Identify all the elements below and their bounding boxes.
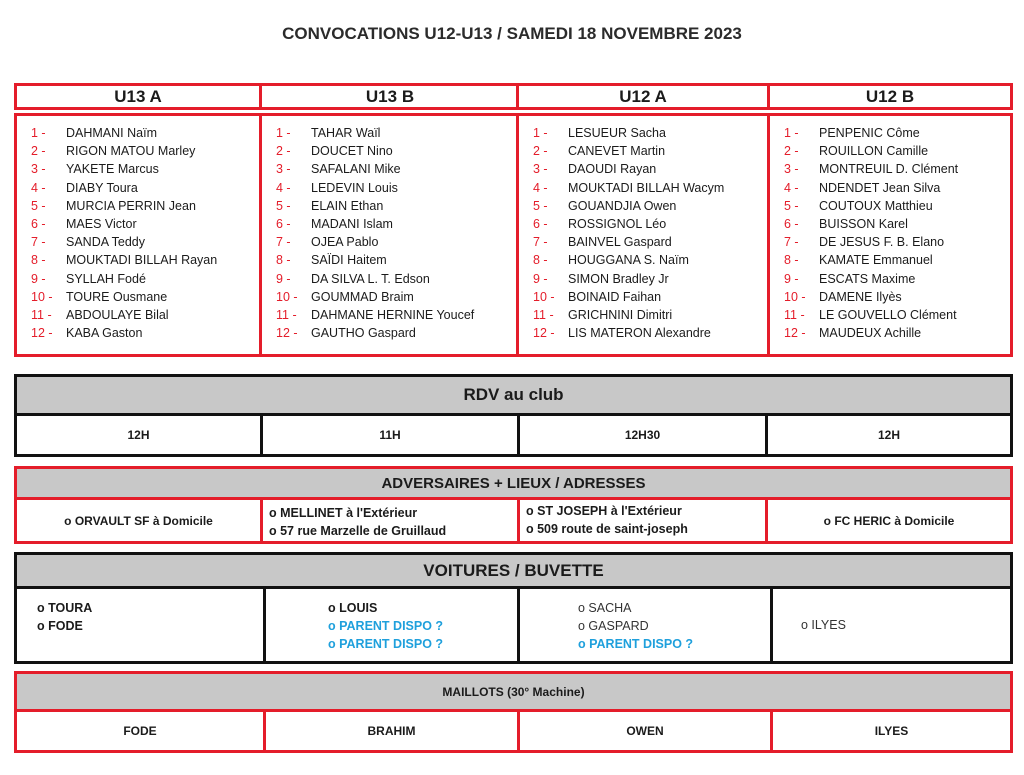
player-row [276, 160, 518, 178]
player-name: DA SILVA L. T. Edson [311, 271, 430, 286]
player-number: 2 - [31, 144, 46, 159]
player-number: 2 - [276, 144, 291, 159]
voiture-entry: o FODE [37, 619, 83, 633]
player-name: SAFALANI Mike [311, 162, 401, 177]
adversaire-line: o ST JOSEPH à l'Extérieur [526, 504, 682, 518]
player-name: ELAIN Ethan [311, 198, 384, 213]
player-row [533, 160, 767, 178]
player-list-u13b [259, 113, 521, 357]
player-number: 5 - [276, 198, 291, 213]
player-name: HOUGGANA S. Naïm [568, 253, 689, 268]
player-name: DAHMANE HERNINE Youcef [311, 308, 475, 323]
player-number: 3 - [31, 162, 46, 177]
adversaire-u12a [517, 497, 768, 544]
player-row [31, 233, 259, 251]
player-row [276, 251, 518, 269]
player-number: 3 - [784, 162, 799, 177]
page-title: CONVOCATIONS U12-U13 / SAMEDI 18 NOVEMBRE 2023 [282, 24, 742, 43]
player-name: ROSSIGNOL Léo [568, 217, 667, 232]
player-number: 12 - [533, 326, 555, 341]
player-name: GRICHNINI Dimitri [568, 308, 673, 323]
player-row [276, 142, 518, 160]
player-row [276, 233, 518, 251]
player-name: MONTREUIL D. Clément [819, 162, 959, 177]
player-name: MOUKTADI BILLAH Wacym [568, 180, 725, 195]
player-number: 4 - [31, 180, 46, 195]
maillots-u12a: OWEN [517, 709, 773, 753]
rdv-time-u13b: 11H [260, 413, 520, 457]
player-name: MURCIA PERRIN Jean [66, 198, 196, 213]
player-row [784, 124, 1010, 142]
player-row [533, 324, 767, 342]
player-number: 8 - [784, 253, 799, 268]
player-number: 10 - [533, 289, 555, 304]
voiture-entry: o GASPARD [578, 619, 649, 633]
player-number: 3 - [533, 162, 548, 177]
player-row [533, 142, 767, 160]
player-row [31, 306, 259, 324]
player-number: 9 - [784, 271, 799, 286]
player-name: NDENDET Jean Silva [819, 180, 941, 195]
player-row [533, 251, 767, 269]
player-name: DIABY Toura [66, 180, 138, 195]
player-number: 1 - [31, 126, 46, 140]
voitures-u12b [770, 586, 1013, 664]
player-number: 2 - [784, 144, 799, 159]
voiture-entry-parent: o PARENT DISPO ? [328, 619, 444, 633]
player-number: 10 - [784, 289, 806, 304]
player-row [784, 160, 1010, 178]
player-row [533, 270, 767, 288]
team-header-u12a: U12 A [516, 83, 770, 110]
adversaire-address: o 57 rue Marzelle de Gruillaud [269, 524, 447, 538]
player-row [31, 288, 259, 306]
player-name: ESCATS Maxime [819, 271, 916, 286]
team-header-u12b: U12 B [767, 83, 1013, 110]
voiture-entry: o ILYES [801, 618, 846, 632]
player-number: 7 - [533, 235, 548, 250]
player-name: SANDA Teddy [66, 235, 145, 250]
maillots-u13b: BRAHIM [263, 709, 520, 753]
rdv-title: RDV au club [14, 374, 1013, 416]
player-row [784, 142, 1010, 160]
player-list-u12a [516, 113, 770, 357]
player-number: 11 - [784, 308, 805, 323]
player-row [31, 160, 259, 178]
player-row [784, 251, 1010, 269]
player-number: 11 - [31, 308, 52, 323]
player-name: DOUCET Nino [311, 144, 393, 159]
player-row [533, 233, 767, 251]
adversaire-line: o MELLINET à l'Extérieur [269, 506, 418, 520]
player-number: 8 - [533, 253, 548, 268]
voiture-entry: o SACHA [578, 601, 632, 615]
player-row [533, 124, 767, 142]
team-header-u13b: U13 B [259, 83, 521, 110]
player-name: BAINVEL Gaspard [568, 235, 672, 250]
player-name: ABDOULAYE Bilal [66, 308, 169, 323]
player-name: SAÏDI Haitem [311, 253, 387, 268]
player-row [276, 288, 518, 306]
player-list-u12b [767, 113, 1013, 357]
player-row [31, 270, 259, 288]
team-header-u13a: U13 A [14, 83, 262, 110]
player-number: 6 - [533, 217, 548, 232]
player-name: LIS MATERON Alexandre [568, 326, 711, 341]
maillots-u13a: FODE [14, 709, 266, 753]
player-number: 8 - [276, 253, 291, 268]
player-row [276, 324, 518, 342]
player-name: MOUKTADI BILLAH Rayan [66, 253, 218, 268]
player-name: DAOUDI Rayan [568, 162, 657, 177]
player-number: 7 - [784, 235, 799, 250]
player-row [31, 179, 259, 197]
player-name: MAES Victor [66, 217, 137, 232]
player-name: GAUTHO Gaspard [311, 326, 416, 341]
player-number: 10 - [276, 289, 298, 304]
adversaire-u12b: o FC HERIC à Domicile [765, 497, 1013, 544]
player-name: KAMATE Emmanuel [819, 253, 933, 268]
player-name: BOINAID Faihan [568, 289, 662, 304]
player-row [276, 215, 518, 233]
player-name: BUISSON Karel [819, 217, 908, 232]
adversaires-title: ADVERSAIRES + LIEUX / ADRESSES [14, 466, 1013, 500]
player-row [31, 324, 259, 342]
player-number: 6 - [31, 217, 46, 232]
player-number: 1 - [784, 126, 799, 140]
player-number: 4 - [276, 180, 291, 195]
player-row [31, 142, 259, 160]
player-name: KABA Gaston [66, 326, 143, 341]
player-name: DAMENE Ilyès [819, 289, 902, 304]
player-row [533, 288, 767, 306]
player-number: 11 - [533, 308, 554, 323]
player-name: OJEA Pablo [311, 235, 379, 250]
player-number: 8 - [31, 253, 46, 268]
player-number: 12 - [31, 326, 53, 341]
voiture-entry-parent: o PARENT DISPO ? [578, 637, 694, 651]
player-number: 6 - [276, 217, 291, 232]
player-row [533, 306, 767, 324]
player-name: DE JESUS F. B. Elano [819, 235, 945, 250]
player-name: RIGON MATOU Marley [66, 144, 196, 159]
player-name: SYLLAH Fodé [66, 271, 146, 286]
player-row [784, 233, 1010, 251]
player-number: 5 - [31, 198, 46, 213]
player-number: 3 - [276, 162, 291, 177]
player-name: COUTOUX Matthieu [819, 198, 933, 213]
player-number: 12 - [784, 326, 806, 341]
player-number: 5 - [784, 198, 799, 213]
player-name: CANEVET Martin [568, 144, 666, 159]
voitures-u13a [14, 586, 266, 664]
player-number: 12 - [276, 326, 298, 341]
player-row [31, 197, 259, 215]
player-row [784, 215, 1010, 233]
player-name: GOUANDJIA Owen [568, 198, 677, 213]
maillots-title: MAILLOTS (30° Machine) [14, 671, 1013, 712]
voitures-u13b [263, 586, 520, 664]
player-number: 7 - [276, 235, 291, 250]
player-name: MADANI Islam [311, 217, 393, 232]
player-row [784, 324, 1010, 342]
player-number: 1 - [276, 126, 291, 140]
player-number: 6 - [784, 217, 799, 232]
player-row [276, 197, 518, 215]
player-row [784, 197, 1010, 215]
player-number: 4 - [784, 180, 799, 195]
player-name: TAHAR Waïl [311, 126, 381, 140]
player-name: YAKETE Marcus [66, 162, 159, 177]
player-name: MAUDEUX Achille [819, 326, 922, 341]
player-name: ROUILLON Camille [819, 144, 929, 159]
player-row [784, 179, 1010, 197]
voitures-u12a [517, 586, 773, 664]
player-row [784, 306, 1010, 324]
player-name: LEDEVIN Louis [311, 180, 398, 195]
player-row [784, 270, 1010, 288]
player-row [276, 306, 518, 324]
player-number: 1 - [533, 126, 548, 140]
player-name: LESUEUR Sacha [568, 126, 666, 140]
player-number: 5 - [533, 198, 548, 213]
player-number: 9 - [31, 271, 46, 286]
player-row [533, 215, 767, 233]
player-name: DAHMANI Naïm [66, 126, 157, 140]
voitures-title: VOITURES / BUVETTE [14, 552, 1013, 589]
player-row [31, 215, 259, 233]
maillots-u12b: ILYES [770, 709, 1013, 753]
player-name: GOUMMAD Braim [311, 289, 414, 304]
player-number: 9 - [276, 271, 291, 286]
adversaire-u13a: o ORVAULT SF à Domicile [14, 497, 263, 544]
voiture-entry: o TOURA [37, 601, 93, 615]
adversaire-address: o 509 route de saint-joseph [526, 522, 688, 536]
player-number: 7 - [31, 235, 46, 250]
player-name: LE GOUVELLO Clément [819, 308, 957, 323]
rdv-time-u12a: 12H30 [517, 413, 768, 457]
player-row [276, 124, 518, 142]
rdv-time-u12b: 12H [765, 413, 1013, 457]
player-row [276, 270, 518, 288]
voiture-entry: o LOUIS [328, 601, 378, 615]
player-name: PENPENIC Côme [819, 126, 920, 140]
player-number: 4 - [533, 180, 548, 195]
rdv-time-u13a: 12H [14, 413, 263, 457]
player-row [533, 197, 767, 215]
player-number: 11 - [276, 308, 297, 323]
voiture-entry-parent: o PARENT DISPO ? [328, 637, 444, 651]
player-number: 10 - [31, 289, 53, 304]
player-name: SIMON Bradley Jr [568, 271, 669, 286]
player-name: TOURE Ousmane [66, 289, 168, 304]
adversaire-u13b [260, 497, 520, 544]
player-row [31, 124, 259, 142]
player-row [276, 179, 518, 197]
player-number: 9 - [533, 271, 548, 286]
player-row [784, 288, 1010, 306]
player-list-u13a [14, 113, 262, 357]
player-row [533, 179, 767, 197]
player-number: 2 - [533, 144, 548, 159]
player-row [31, 251, 259, 269]
